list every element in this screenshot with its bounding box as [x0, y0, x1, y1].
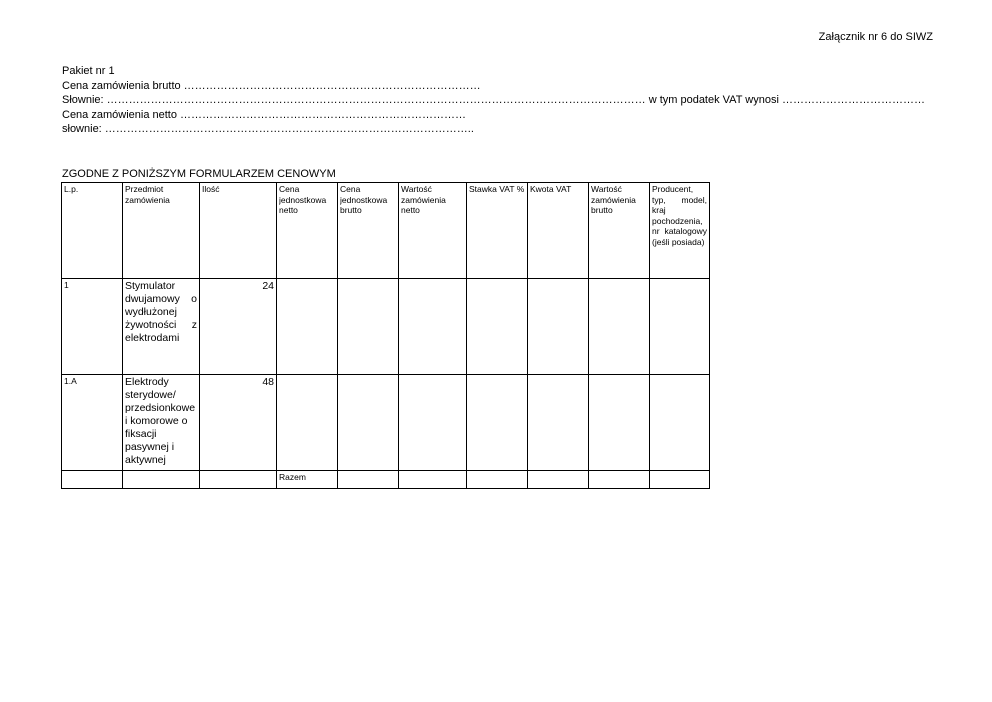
cell-vat-rate[interactable]: [467, 279, 528, 375]
total-value-net[interactable]: [399, 471, 467, 489]
in-words-net-line: słownie: ………………………………………………………………………………………..: [62, 123, 474, 136]
cell-vat-rate[interactable]: [467, 375, 528, 471]
total-producer[interactable]: [650, 471, 710, 489]
header-cell-unit-net: Cena jednostkowa netto: [277, 183, 338, 279]
table-header-row: [62, 183, 710, 279]
total-vat-amount[interactable]: [528, 471, 589, 489]
table-row: [62, 375, 710, 471]
net-price-line: Cena zamówienia netto ……………………………………………………………………: [62, 108, 467, 121]
in-words-line: Słownie: ………………………………………………………………………………………………………………………………… w tym podatek VAT wynosi …………………………………: [62, 94, 925, 107]
cell-lp: 1: [62, 279, 123, 375]
cell-lp: 1.A: [62, 375, 123, 471]
cell-vat-amount[interactable]: [528, 375, 589, 471]
header-cell-value-gross: Wartość zamówienia brutto: [589, 183, 650, 279]
annex-title: Załącznik nr 6 do SIWZ: [818, 31, 933, 43]
cell-value-net[interactable]: [399, 375, 467, 471]
cell-qty: 48: [200, 375, 277, 471]
cell-unit-gross[interactable]: [338, 375, 399, 471]
header-cell-producer: Producent, typ, model, kraj pochodzenia, nr katalogowy (jeśli posiada): [650, 183, 710, 279]
header-cell-lp: L.p.: [62, 183, 123, 279]
cell-producer[interactable]: [650, 375, 710, 471]
cell-vat-amount[interactable]: [528, 279, 589, 375]
cell-unit-net[interactable]: [277, 279, 338, 375]
cell-unit-net[interactable]: [277, 375, 338, 471]
price-header: [62, 64, 925, 137]
gross-price-line: Cena zamówienia brutto ………………………………………………………………………: [62, 79, 481, 92]
total-unit-gross[interactable]: [338, 471, 399, 489]
table-title: ZGODNE Z PONIŻSZYM FORMULARZEM CENOWYM: [62, 168, 336, 180]
total-empty-cell: [123, 471, 200, 489]
header-cell-vat-rate: Stawka VAT %: [467, 183, 528, 279]
total-vat-rate[interactable]: [467, 471, 528, 489]
cell-producer[interactable]: [650, 279, 710, 375]
header-cell-item: Przedmiot zamówienia: [123, 183, 200, 279]
header-cell-value-net: Wartość zamówienia netto: [399, 183, 467, 279]
header-cell-vat-amount: Kwota VAT: [528, 183, 589, 279]
price-form-table: [61, 182, 710, 489]
cell-item: Elektrody sterydowe/ przedsionkowe i komorowe o fiksacji pasywnej i aktywnej: [123, 375, 200, 471]
cell-item: Stymulator dwujamowy o wydłużonej żywotności z elektrodami: [123, 279, 200, 375]
cell-value-net[interactable]: [399, 279, 467, 375]
header-cell-qty: Ilość: [200, 183, 277, 279]
total-empty-cell: [200, 471, 277, 489]
cell-value-gross[interactable]: [589, 375, 650, 471]
package-label: Pakiet nr 1: [62, 65, 115, 77]
total-label: Razem: [277, 471, 338, 489]
total-value-gross[interactable]: [589, 471, 650, 489]
cell-qty: 24: [200, 279, 277, 375]
table-row: [62, 279, 710, 375]
header-cell-unit-gross: Cena jednostkowa brutto: [338, 183, 399, 279]
total-empty-cell: [62, 471, 123, 489]
cell-value-gross[interactable]: [589, 279, 650, 375]
cell-unit-gross[interactable]: [338, 279, 399, 375]
total-row: [62, 471, 710, 489]
